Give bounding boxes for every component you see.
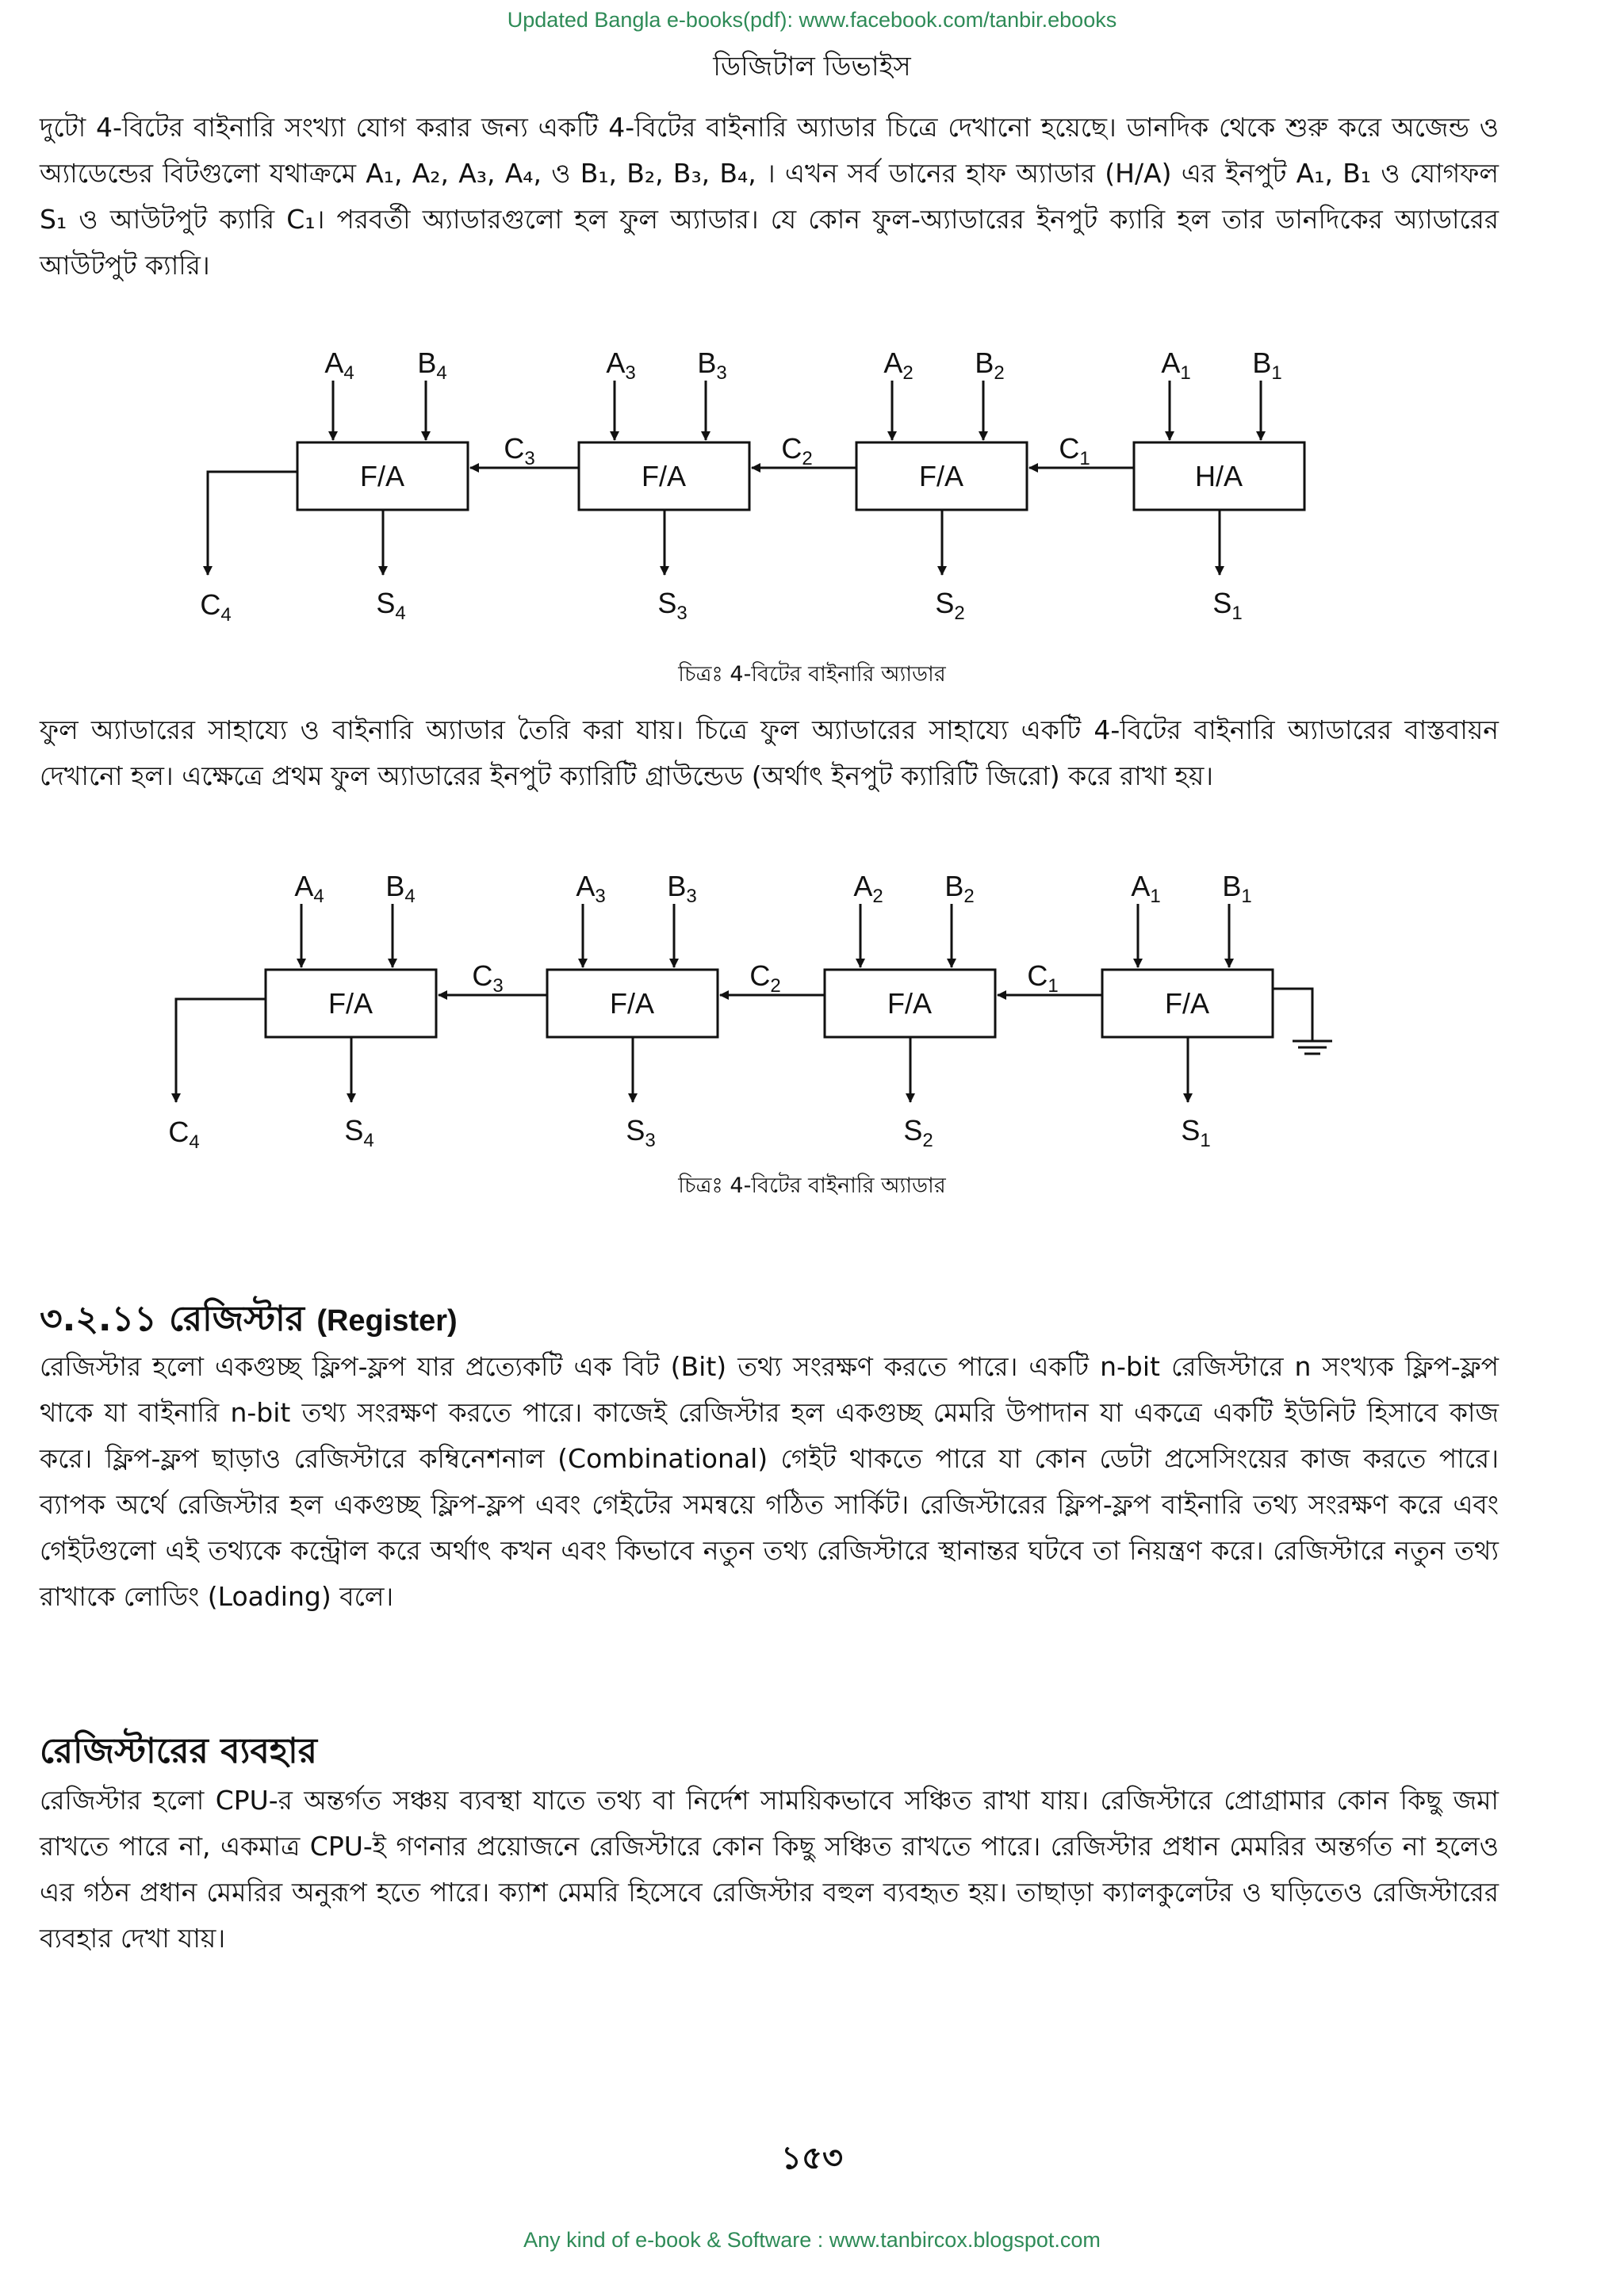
d1-input-a1: $A_1$ [1161,346,1191,384]
d1-sum-s4: $S_4$ [376,587,406,624]
d2-carry-c3: $C_3$ [472,959,504,997]
section-heading-register [40,1292,458,1350]
d1-input-a4: $A_4$ [324,346,354,384]
d1-input-b3: $B_3$ [697,346,727,384]
watermark-footer: Any kind of e-book & Software : www.tanbircox.blogspot.com [523,2228,1101,2252]
d1-carry-c2: $C_2$ [781,432,813,469]
page-number: ১৫৩ [781,2140,843,2176]
caption-2: চিত্রঃ 4-বিটের বাইনারি অ্যাডার [678,1173,946,1198]
d2-input-b2: $B_2$ [944,870,975,907]
d2-sum-s2: $S_2$ [903,1114,933,1151]
d2-input-a3: $A_3$ [576,870,606,907]
d1-input-b2: $B_2$ [975,346,1005,384]
section-heading-title: ৩.২.১১ রেজিস্টার [40,1299,304,1339]
d2-input-b1: $B_1$ [1222,870,1252,907]
d2-sum-s3: $S_3$ [626,1114,656,1151]
d1-input-b4: $B_4$ [417,346,447,384]
d2-carry-c2: $C_2$ [749,959,781,997]
adder-diagram-1 [0,333,1624,634]
d1-block-label-1: F/A [359,460,405,492]
d1-block-label-3: F/A [918,460,964,492]
d1-input-b1: $B_1$ [1252,346,1282,384]
d1-sum-s3: $S_3$ [657,587,688,624]
d2-block-label-3: F/A [887,987,933,1020]
watermark-header: Updated Bangla e-books(pdf): www.facebook.com/tanbir.ebooks [507,8,1117,32]
d1-input-a3: $A_3$ [606,346,636,384]
d2-block-label-1: F/A [327,987,373,1020]
d2-input-a1: $A_1$ [1131,870,1161,907]
d1-carry-c1: $C_1$ [1059,432,1090,469]
register-paragraph: রেজিস্টার হলো একগুচ্ছ ফ্লিপ-ফ্লপ যার প্রত্যেকটি এক বিট (Bit) তথ্য সংরক্ষণ করতে পারে। একটি n-bit রেজিস্টারে n সংখ্যক ফ্লিপ-ফ্লপ থাকে যা বাইনারি n-bit তথ্য সংরক্ষণ করতে পারে। কাজেই রেজিস্টার হল একগুচ্ছ মেমরি উপাদান যা একত্রে একটি ইউনিট হিসাবে কাজ করে। ফ্লিপ-ফ্লপ ছাড়াও রেজিস্টারে কম্বিনেশনাল (Combinational) গেইট থাকতে পারে যা কোন ডেটা প্রসেসিংয়ের কাজ করতে পারে। ব্যাপক অর্থে রেজিস্টার হল একগুচ্ছ ফ্লিপ-ফ্লপ এবং গেইটের সমন্বয়ে গঠিত সার্কিট। রেজিস্টারের ফ্লিপ-ফ্লপ বাইনারি তথ্য সংরক্ষণ করে এবং গেইটগুলো এই তথ্যকে কন্ট্রোল করে অর্থাৎ কখন এবং কিভাবে নতুন তথ্য রেজিস্টারে স্থানান্তর ঘটবে তা নিয়ন্ত্রণ করে। রেজিস্টারে নতুন তথ্য রাখাকে লোডিং (Loading) বলে। [40,1351,1499,1612]
d2-input-a4: $A_4$ [294,870,324,907]
d1-block-label-4: H/A [1194,460,1243,492]
full-adder-paragraph: ফুল অ্যাডারের সাহায্যে ও বাইনারি অ্যাডার তৈরি করা যায়। চিত্রে ফুল অ্যাডারের সাহায্যে একটি 4-বিটের বাইনারি অ্যাডারের বাস্তবায়ন দেখানো হল। এক্ষেত্রে প্রথম ফুল অ্যাডারের ইনপুট ক্যারিটি গ্রাউন্ডেড (অর্থাৎ ইনপুট ক্যারিটি জিরো) করে রাখা হয়। [40,714,1499,791]
adder-diagram-2 [0,852,1624,1154]
d1-carry-c3: $C_3$ [504,432,535,469]
d2-input-a2: $A_2$ [853,870,883,907]
intro-paragraph: দুটো 4-বিটের বাইনারি সংখ্যা যোগ করার জন্য একটি 4-বিটের বাইনারি অ্যাডার চিত্রে দেখানো হয়েছে। ডানদিক থেকে শুরু করে অজেন্ড ও অ্যাডেন্ডের বিটগুলো যথাক্রমে A₁, A₂, A₃, A₄, ও B₁, B₂, B₃, B₄, । এখন সর্ব ডানের হাফ অ্যাডার (H/A) এর ইনপুট A₁, B₁ ও যোগফল S₁ ও আউটপুট ক্যারি C₁। পরবর্তী অ্যাডারগুলো হল ফুল অ্যাডার। যে কোন ফুল-অ্যাডারের ইনপুট ক্যারি হল তার ডানদিকের অ্যাডারের আউটপুট ক্যারি। [40,112,1499,281]
usage-paragraph: রেজিস্টার হলো CPU-র অন্তর্গত সঞ্চয় ব্যবস্থা যাতে তথ্য বা নির্দেশ সাময়িকভাবে সঞ্চিত রাখা যায়। রেজিস্টারে প্রোগ্রামার কোন কিছু জমা রাখতে পারে না, একমাত্র CPU-ই গণনার প্রয়োজনে রেজিস্টারে কোন কিছু সঞ্চিত রাখতে পারে। রেজিস্টার প্রধান মেমরির অন্তর্গত না হলেও এর গঠন প্রধান মেমরির অনুরূপ হতে পারে। ক্যাশ মেমরি হিসেবে রেজিস্টার বহুল ব্যবহৃত হয়। তাছাড়া ক্যালকুলেটর ও ঘড়িতেও রেজিস্টারের ব্যবহার দেখা যায়। [40,1785,1499,1954]
section-heading-english: (Register) [316,1304,458,1338]
d2-block-label-2: F/A [609,987,655,1020]
d1-sum-s2: $S_2$ [935,587,965,624]
d2-input-b4: $B_4$ [385,870,416,907]
d2-carry-c1: $C_1$ [1027,959,1059,997]
d1-carry-out-c4: $C_4$ [200,588,232,626]
d2-sum-s4: $S_4$ [344,1114,374,1151]
d2-sum-s1: $S_1$ [1181,1114,1211,1151]
running-head: ডিজিটাল ডিভাইস [713,51,911,82]
caption-1: চিত্রঃ 4-বিটের বাইনারি অ্যাডার [678,662,946,687]
d2-input-b3: $B_3$ [667,870,697,907]
usage-heading: রেজিস্টারের ব্যবহার [40,1731,317,1771]
d1-block-label-2: F/A [641,460,687,492]
d2-carry-out-c4: $C_4$ [168,1116,200,1153]
d1-input-a2: $A_2$ [883,346,914,384]
d1-sum-s1: $S_1$ [1212,587,1243,624]
d2-block-label-4: F/A [1164,987,1210,1020]
